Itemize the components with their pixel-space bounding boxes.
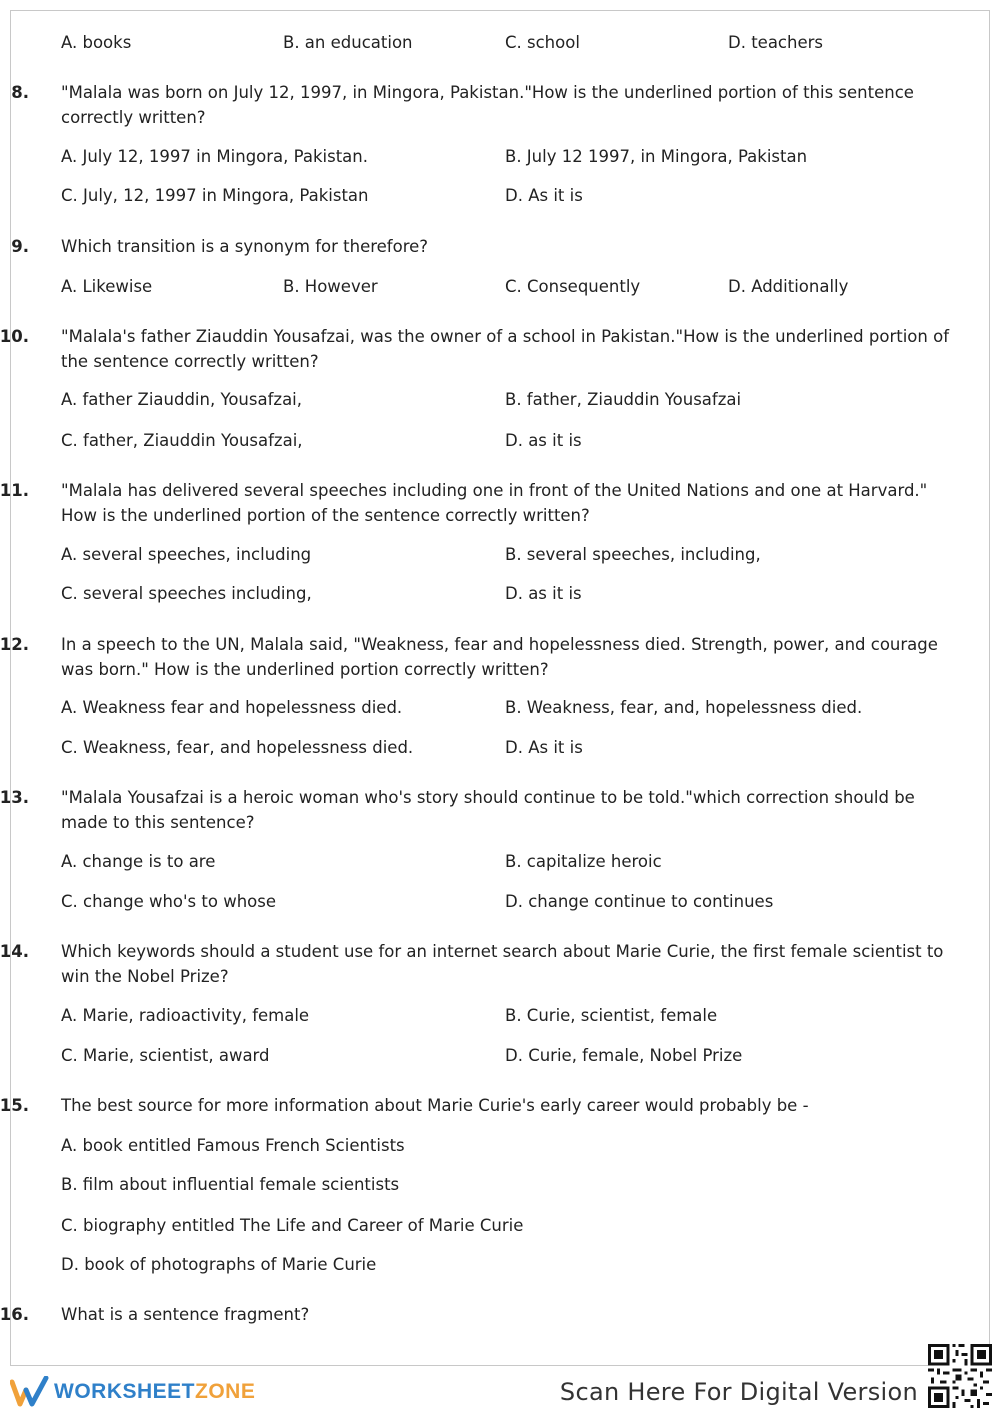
question-number: 14. (0, 942, 29, 961)
logo-word-worksheet: WORKSHEET (54, 1380, 195, 1403)
q10-option-b: B. father, Ziauddin Yousafzai (505, 390, 742, 409)
question-text: The best source for more information about Marie Curie's early career would probably be - (61, 1096, 809, 1115)
q12-option-d: D. As it is (505, 738, 583, 757)
q13-option-a: A. change is to are (61, 852, 216, 871)
question-number: 9. (11, 237, 29, 256)
q14-option-d: D. Curie, female, Nobel Prize (505, 1046, 743, 1065)
q8-option-b: B. July 12 1997, in Mingora, Pakistan (505, 147, 808, 166)
q13-option-d: D. change continue to continues (505, 892, 774, 911)
q9-option-a: A. Likewise (61, 277, 153, 296)
question-text: Which transition is a synonym for therefore? (61, 237, 429, 256)
question-text: "Malala's father Ziauddin Yousafzai, was the owner of a school in Pakistan."How is the underlined portion of the sentence correctly written? (61, 327, 950, 371)
q11-option-d: D. as it is (505, 584, 582, 603)
q11-option-c: C. several speeches including, (61, 584, 312, 603)
q8-option-d: D. As it is (505, 186, 583, 205)
q10-option-c: C. father, Ziauddin Yousafzai, (61, 431, 303, 450)
q7-option-c: C. school (505, 33, 580, 52)
q15-option-c: C. biography entitled The Life and Career of Marie Curie (61, 1216, 524, 1235)
q11-option-b: B. several speeches, including, (505, 545, 761, 564)
q15-option-b: B. film about influential female scientists (61, 1175, 400, 1194)
q7-option-b: B. an education (283, 33, 413, 52)
q12-option-b: B. Weakness, fear, and, hopelessness died. (505, 698, 863, 717)
question-text: In a speech to the UN, Malala said, "Weakness, fear and hopelessness died. Strength, power, and courage was born." How is the underlined portion correctly written? (61, 635, 938, 679)
q13-option-c: C. change who's to whose (61, 892, 277, 911)
question-number: 13. (0, 788, 29, 807)
question-text: "Malala has delivered several speeches including one in front of the United Nations and one at Harvard." How is the underlined portion of the sentence correctly written? (61, 481, 928, 525)
question-number: 8. (11, 83, 29, 102)
q12-option-c: C. Weakness, fear, and hopelessness died. (61, 738, 414, 757)
q8-option-a: A. July 12, 1997 in Mingora, Pakistan. (61, 147, 368, 166)
q14-option-c: C. Marie, scientist, award (61, 1046, 270, 1065)
scan-here-text: Scan Here For Digital Version (559, 1378, 918, 1406)
q7-option-d: D. teachers (728, 33, 823, 52)
question-text: "Malala Yousafzai is a heroic woman who's story should continue to be told."which correction should be made to this sentence? (61, 788, 915, 832)
q10-option-d: D. as it is (505, 431, 582, 450)
q10-option-a: A. father Ziauddin, Yousafzai, (61, 390, 303, 409)
q9-option-c: C. Consequently (505, 277, 641, 296)
question-text: "Malala was born on July 12, 1997, in Mingora, Pakistan."How is the underlined portion of this sentence correctly written? (61, 83, 914, 127)
q8-option-c: C. July, 12, 1997 in Mingora, Pakistan (61, 186, 369, 205)
q7-option-a: A. books (61, 33, 132, 52)
question-text: Which keywords should a student use for an internet search about Marie Curie, the first female scientist to win the Nobel Prize? (61, 942, 944, 986)
q15-option-a: A. book entitled Famous French Scientists (61, 1136, 405, 1155)
logo-word-zone: ZONE (195, 1380, 256, 1403)
qr-code-icon[interactable] (928, 1344, 992, 1408)
question-number: 10. (0, 327, 29, 346)
question-number: 12. (0, 635, 29, 654)
question-number: 15. (0, 1096, 29, 1115)
q9-option-d: D. Additionally (728, 277, 849, 296)
q9-option-b: B. However (283, 277, 378, 296)
q11-option-a: A. several speeches, including (61, 545, 312, 564)
worksheet-page (0, 10, 990, 1366)
question-number: 16. (0, 1305, 29, 1324)
worksheetzone-logo[interactable] (10, 1376, 255, 1408)
q14-option-b: B. Curie, scientist, female (505, 1006, 718, 1025)
question-text: What is a sentence fragment? (61, 1305, 310, 1324)
footer (0, 1366, 1000, 1414)
question-number: 11. (0, 481, 29, 500)
q12-option-a: A. Weakness fear and hopelessness died. (61, 698, 403, 717)
q13-option-b: B. capitalize heroic (505, 852, 662, 871)
w-logo-icon (10, 1376, 50, 1408)
q14-option-a: A. Marie, radioactivity, female (61, 1006, 310, 1025)
q15-option-d: D. book of photographs of Marie Curie (61, 1255, 377, 1274)
logo-text (54, 1380, 255, 1404)
